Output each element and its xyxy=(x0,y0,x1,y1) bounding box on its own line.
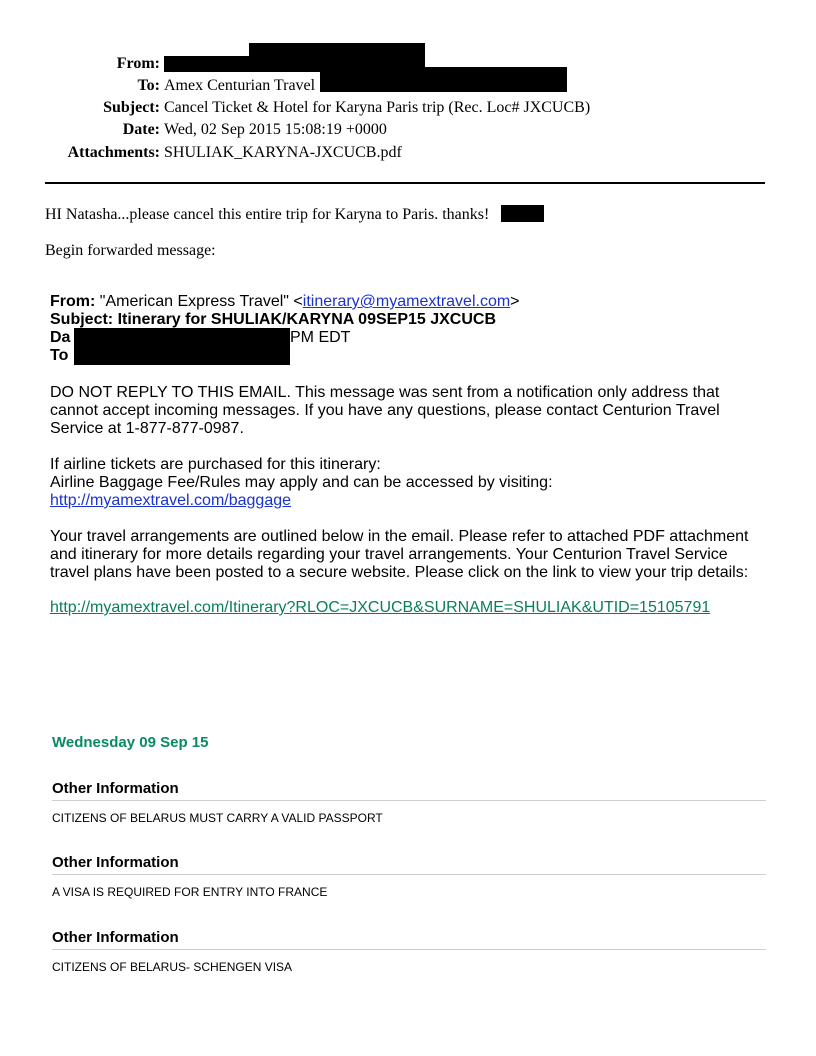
info-text: A VISA IS REQUIRED FOR ENTRY INTO FRANCE xyxy=(52,885,328,899)
forward-intro: Begin forwarded message: xyxy=(45,242,216,259)
info-title: Other Information xyxy=(52,780,179,797)
fwd-from-label: From: xyxy=(50,293,96,310)
header-divider xyxy=(45,182,765,184)
date-value: Wed, 02 Sep 2015 15:08:19 +0000 xyxy=(164,121,387,138)
from-label: From: xyxy=(116,55,160,72)
fwd-arrangements: Your travel arrangements are outlined below in the email. Please refer to attached PDF attachment and itinerary for more details regarding your travel arrangements. Your Centurion Travel Service travel plans have been posted to a secure website. Please click on the link to view your trip details: xyxy=(50,528,749,581)
itinerary-date-heading: Wednesday 09 Sep 15 xyxy=(52,734,209,751)
info-title: Other Information xyxy=(52,929,179,946)
greeting-text: HI Natasha...please cancel this entire trip for Karyna to Paris. thanks! xyxy=(45,206,490,223)
attachments-label: Attachments: xyxy=(67,144,160,161)
baggage-link[interactable]: http://myamextravel.com/baggage xyxy=(50,492,292,509)
info-text: CITIZENS OF BELARUS MUST CARRY A VALID PASSPORT xyxy=(52,811,383,825)
fwd-date-prefix: Da xyxy=(50,329,71,346)
itinerary-link[interactable]: http://myamextravel.com/Itinerary?RLOC=JXCUCB&SURNAME=SHULIAK&UTID=15105791 xyxy=(50,599,711,616)
fwd-from-email-link[interactable]: itinerary@myamextravel.com xyxy=(302,293,511,310)
info-divider xyxy=(52,874,766,875)
subject-value: Cancel Ticket & Hotel for Karyna Paris trip (Rec. Loc# JXCUCB) xyxy=(164,99,591,116)
info-divider xyxy=(52,949,766,950)
subject-label: Subject: xyxy=(103,99,160,116)
to-label: To: xyxy=(137,77,160,94)
info-divider xyxy=(52,800,766,801)
fwd-to-prefix: To xyxy=(50,347,69,364)
redaction-from-1 xyxy=(164,56,254,72)
attachments-value[interactable]: SHULIAK_KARYNA-JXCUCB.pdf xyxy=(164,144,402,161)
info-text: CITIZENS OF BELARUS- SCHENGEN VISA xyxy=(52,960,293,974)
fwd-from-name: "American Express Travel" < xyxy=(99,293,303,310)
fwd-date-suffix: PM EDT xyxy=(290,329,351,346)
fwd-baggage-line1: If airline tickets are purchased for this itinerary: xyxy=(50,456,381,473)
fwd-subject-line: Subject: Itinerary for SHULIAK/KARYNA 09SEP15 JXCUCB xyxy=(50,311,497,328)
redaction-signature xyxy=(501,205,544,222)
fwd-notice: DO NOT REPLY TO THIS EMAIL. This message was sent from a notification only address that cannot accept incoming messages. If you have any questions, please contact Centurion Travel Service at 1-877-877-0987. xyxy=(50,384,720,437)
fwd-from-line xyxy=(50,293,520,311)
date-label: Date: xyxy=(122,121,160,138)
info-title: Other Information xyxy=(52,854,179,871)
redaction-fwd-date-to xyxy=(74,328,290,365)
fwd-from-close: > xyxy=(510,293,520,310)
to-value: Amex Centurian Travel xyxy=(164,77,316,94)
redaction-to xyxy=(320,67,567,92)
fwd-baggage-line2: Airline Baggage Fee/Rules may apply and can be accessed by visiting: xyxy=(50,474,553,491)
